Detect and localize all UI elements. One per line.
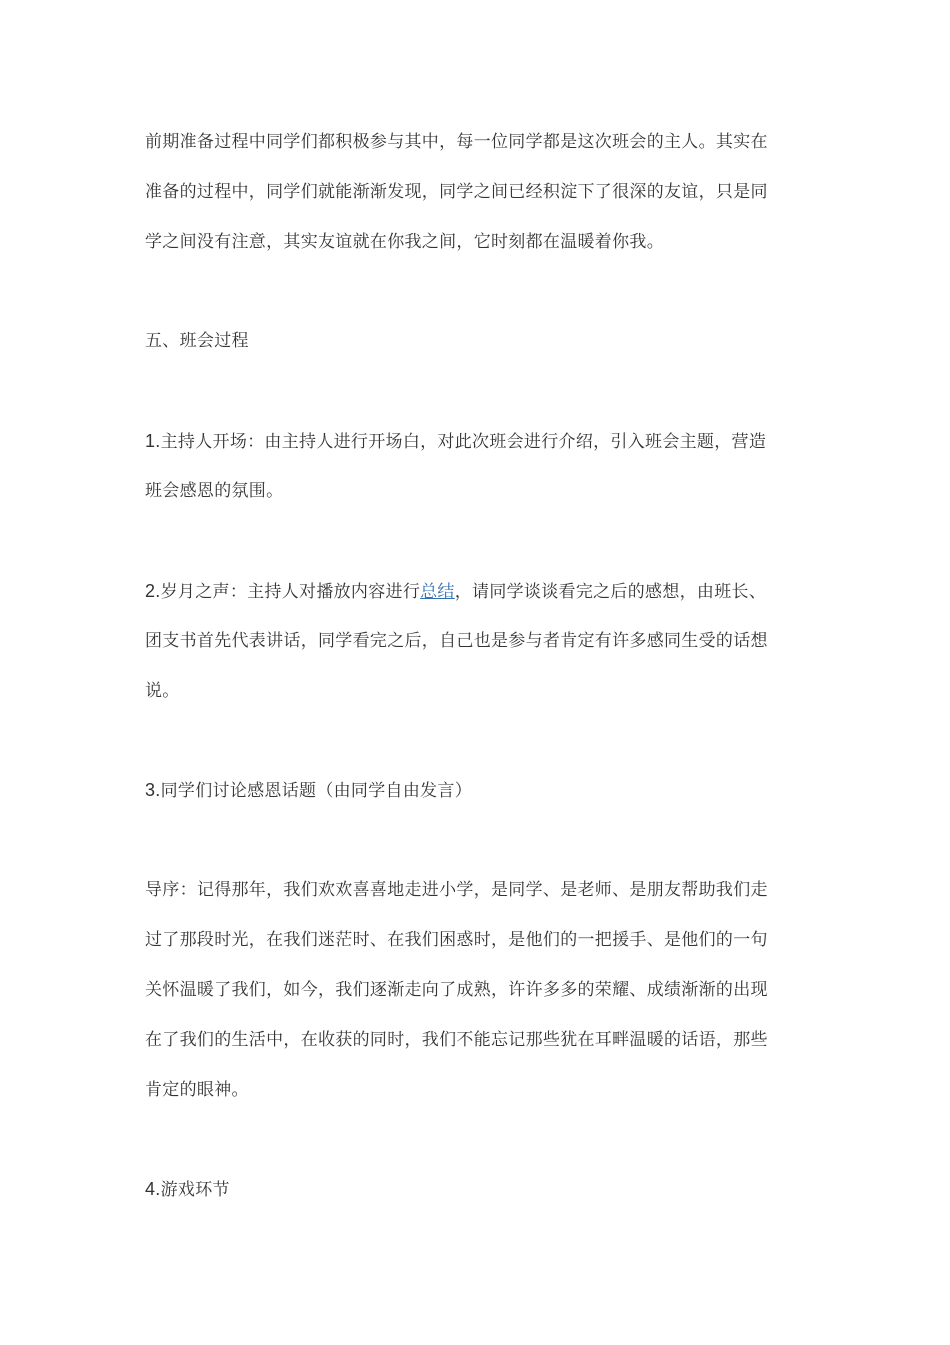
paragraph-preparation [145, 117, 810, 267]
list-item-line: 说。 [145, 681, 180, 701]
list-item-4 [145, 1164, 810, 1214]
list-item-text: ，请同学谈谈看完之后的感想，由班长、 [454, 582, 767, 602]
list-item-line [145, 566, 810, 616]
paragraph-line: 准备的过程中，同学们就能渐渐发现，同学之间已经积淀下了很深的友谊，只是同 [145, 182, 768, 202]
paragraph-preface [145, 865, 810, 1115]
section-heading: 五、班会过程 [145, 331, 249, 351]
list-item-number: 4. [145, 1179, 161, 1199]
paragraph-line: 学之间没有注意，其实友谊就在你我之间，它时刻都在温暖着你我。 [145, 232, 664, 252]
list-item-line [145, 416, 810, 466]
list-item-number: 3. [145, 780, 161, 800]
list-item-line: 团支书首先代表讲话，同学看完之后，自己也是参与者肯定有许多感同生受的话想 [145, 631, 768, 651]
list-item-text: 游戏环节 [160, 1180, 230, 1200]
list-item-2 [145, 566, 810, 716]
list-item-text: 主持人开场：由主持人进行开场白，对此次班会进行介绍，引入班会主题，营造 [160, 432, 767, 452]
list-item-line [145, 1164, 810, 1214]
paragraph-line: 导序：记得那年，我们欢欢喜喜地走进小学，是同学、是老师、是朋友帮助我们走 [145, 880, 768, 900]
paragraph-line: 肯定的眼神。 [145, 1080, 249, 1100]
summary-link[interactable]: 总结 [420, 582, 455, 602]
paragraph-line: 关怀温暖了我们，如今，我们逐渐走向了成熟，许许多多的荣耀、成绩渐渐的出现 [145, 980, 768, 1000]
section-heading-class-process [145, 316, 810, 366]
paragraph-line: 过了那段时光，在我们迷茫时、在我们困惑时，是他们的一把援手、是他们的一句 [145, 930, 768, 950]
list-item-text: 同学们讨论感恩话题（由同学自由发言） [160, 781, 473, 801]
paragraph-line: 前期准备过程中同学们都积极参与其中，每一位同学都是这次班会的主人。其实在 [145, 132, 768, 152]
list-item-line [145, 765, 810, 815]
list-item-number: 1. [145, 431, 161, 451]
list-item-1 [145, 416, 810, 516]
list-item-3 [145, 765, 810, 815]
list-item-line: 班会感恩的氛围。 [145, 481, 284, 501]
list-item-text: 岁月之声：主持人对播放内容进行 [160, 582, 421, 602]
list-item-number: 2. [145, 581, 161, 601]
paragraph-line: 在了我们的生活中，在收获的同时，我们不能忘记那些犹在耳畔温暖的话语，那些 [145, 1030, 768, 1050]
